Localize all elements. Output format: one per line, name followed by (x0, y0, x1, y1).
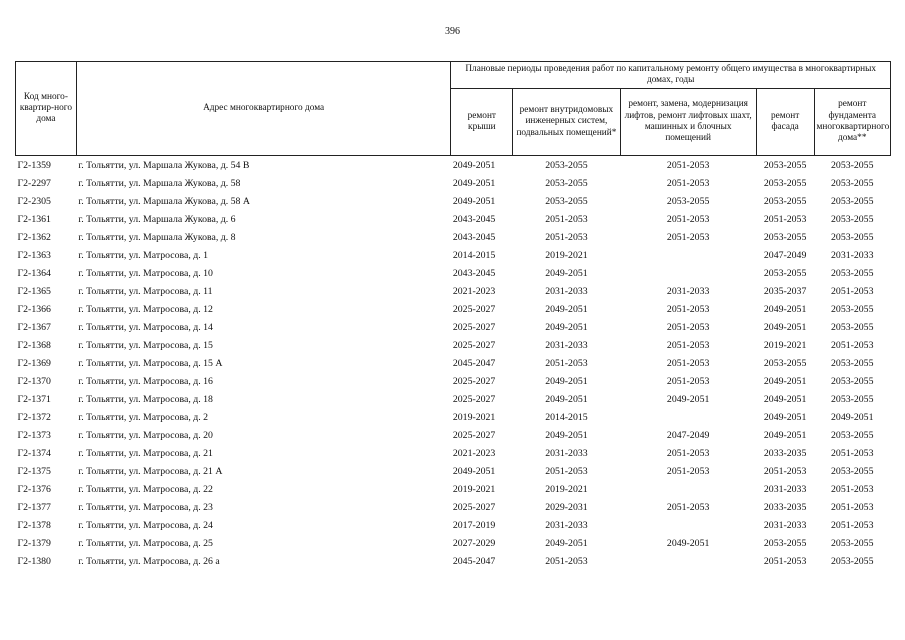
facade-period: 2047-2049 (763, 249, 807, 261)
roof-period: 2021-2023 (452, 285, 496, 297)
facade-period: 2053-2055 (763, 537, 807, 549)
facade-period: 2051-2053 (763, 465, 807, 477)
systems-period: 2053-2055 (513, 156, 620, 175)
header-foundation: ремонт фундамента многоквартирного дома** (814, 89, 890, 156)
roof-period: 2045-2047 (452, 555, 496, 567)
facade-period: 2053-2055 (763, 357, 807, 369)
roof-period: 2025-2027 (452, 393, 496, 405)
foundation-period: 2053-2055 (831, 195, 874, 207)
header-roof: ремонт крыши (451, 89, 513, 156)
systems-period: 2014-2015 (545, 411, 588, 423)
table-row (16, 498, 891, 516)
lifts-period: 2051-2053 (620, 156, 756, 175)
foundation-period: 2053-2055 (831, 393, 874, 405)
systems-period: 2049-2051 (545, 267, 588, 279)
roof-period: 2025-2027 (452, 375, 496, 387)
foundation-period: 2053-2055 (831, 375, 874, 387)
facade-period: 2033-2035 (763, 501, 807, 513)
table-row (16, 516, 891, 534)
facade-period: 2053-2055 (763, 231, 807, 243)
table-row (16, 156, 891, 175)
house-address: г. Тольятти, ул. Маршала Жукова, д. 58 (78, 177, 241, 189)
house-code: Г2-1374 (17, 447, 51, 459)
house-address: г. Тольятти, ул. Матросова, д. 25 (78, 537, 213, 549)
table-row (16, 228, 891, 246)
lifts-period: 2051-2053 (666, 321, 710, 333)
roof-period: 2049-2051 (452, 195, 496, 207)
roof-period: 2043-2045 (452, 213, 496, 225)
foundation-period: 2051-2053 (831, 483, 874, 495)
house-address: г. Тольятти, ул. Маршала Жукова, д. 6 (78, 213, 236, 225)
house-address: г. Тольятти, ул. Матросова, д. 20 (78, 429, 213, 441)
foundation-period: 2053-2055 (831, 231, 874, 243)
house-address: г. Тольятти, ул. Маршала Жукова, д. 54 В (76, 156, 451, 175)
roof-period: 2025-2027 (452, 339, 496, 351)
foundation-period: 2053-2055 (831, 321, 874, 333)
house-code: Г2-1376 (17, 483, 51, 495)
systems-period: 2049-2051 (545, 429, 588, 441)
table-row (16, 192, 891, 210)
lifts-period: 2053-2055 (666, 195, 710, 207)
table-row (16, 390, 891, 408)
table-row (16, 210, 891, 228)
house-address: г. Тольятти, ул. Матросова, д. 14 (78, 321, 213, 333)
house-code: Г2-1369 (17, 357, 51, 369)
table-row (16, 480, 891, 498)
roof-period: 2019-2021 (452, 411, 496, 423)
foundation-period: 2053-2055 (831, 537, 874, 549)
foundation-period: 2051-2053 (831, 447, 874, 459)
systems-period: 2049-2051 (545, 321, 588, 333)
facade-period: 2031-2033 (763, 519, 807, 531)
facade-period: 2053-2055 (763, 195, 807, 207)
lifts-period: 2049-2051 (666, 537, 710, 549)
foundation-period: 2051-2053 (831, 285, 874, 297)
facade-period: 2035-2037 (763, 285, 807, 297)
systems-period: 2019-2021 (545, 249, 588, 261)
systems-period: 2019-2021 (545, 483, 588, 495)
roof-period: 2027-2029 (452, 537, 496, 549)
roof-period: 2049-2051 (452, 177, 496, 189)
foundation-period: 2031-2033 (831, 249, 874, 261)
systems-period: 2049-2051 (545, 393, 588, 405)
house-code: Г2-1377 (17, 501, 51, 513)
systems-period: 2031-2033 (545, 447, 588, 459)
house-address: г. Тольятти, ул. Матросова, д. 1 (78, 249, 209, 261)
house-code: Г2-1366 (17, 303, 51, 315)
systems-period: 2031-2033 (545, 519, 588, 531)
lifts-period (620, 408, 756, 426)
header-group-title: Плановые периоды проведения работ по капитальному ремонту общего имущества в многоквартирных домах, годы (451, 62, 891, 89)
house-code: Г2-1379 (17, 537, 51, 549)
facade-period: 2053-2055 (763, 267, 807, 279)
house-address: г. Тольятти, ул. Матросова, д. 22 (78, 483, 213, 495)
header-address: Адрес многоквартирного дома (76, 62, 451, 156)
lifts-period: 2051-2053 (666, 375, 710, 387)
table-header (16, 62, 891, 156)
house-address: г. Тольятти, ул. Матросова, д. 16 (78, 375, 213, 387)
roof-period: 2049-2051 (451, 156, 513, 175)
table-row (16, 408, 891, 426)
systems-period: 2051-2053 (545, 231, 588, 243)
lifts-period: 2051-2053 (666, 357, 710, 369)
page-number: 396 (445, 26, 460, 37)
facade-period: 2033-2035 (763, 447, 807, 459)
lifts-period: 2051-2053 (666, 231, 710, 243)
header-code: Код много-квартир-ного дома (16, 62, 77, 156)
house-code: Г2-1359 (16, 156, 77, 175)
lifts-period: 2047-2049 (666, 429, 710, 441)
facade-period: 2019-2021 (763, 339, 807, 351)
systems-period: 2029-2031 (545, 501, 588, 513)
house-code: Г2-1380 (17, 555, 51, 567)
lifts-period (620, 480, 756, 498)
house-code: Г2-1368 (17, 339, 51, 351)
roof-period: 2019-2021 (452, 483, 496, 495)
systems-period: 2031-2033 (545, 285, 588, 297)
house-address: г. Тольятти, ул. Матросова, д. 12 (78, 303, 213, 315)
lifts-period: 2051-2053 (666, 501, 710, 513)
house-address: г. Тольятти, ул. Матросова, д. 21 А (78, 465, 223, 477)
house-address: г. Тольятти, ул. Маршала Жукова, д. 8 (78, 231, 236, 243)
capital-repair-table (15, 61, 891, 570)
lifts-period (620, 246, 756, 264)
house-address: г. Тольятти, ул. Матросова, д. 15 (78, 339, 213, 351)
facade-period: 2049-2051 (763, 303, 807, 315)
table-row (16, 534, 891, 552)
facade-period: 2049-2051 (763, 411, 807, 423)
house-address: г. Тольятти, ул. Матросова, д. 21 (78, 447, 213, 459)
house-address: г. Тольятти, ул. Матросова, д. 2 (78, 411, 209, 423)
lifts-period: 2051-2053 (666, 447, 710, 459)
house-code: Г2-1371 (17, 393, 51, 405)
lifts-period: 2051-2053 (666, 303, 710, 315)
systems-period: 2051-2053 (545, 357, 588, 369)
table-row (16, 552, 891, 570)
house-code: Г2-1378 (17, 519, 51, 531)
lifts-period (620, 552, 756, 570)
table-row (16, 174, 891, 192)
house-code: Г2-1367 (17, 321, 51, 333)
facade-period: 2049-2051 (763, 429, 807, 441)
facade-period: 2031-2033 (763, 483, 807, 495)
foundation-period: 2053-2055 (831, 429, 874, 441)
table-row (16, 354, 891, 372)
house-address: г. Тольятти, ул. Матросова, д. 23 (78, 501, 213, 513)
facade-period: 2049-2051 (763, 393, 807, 405)
roof-period: 2021-2023 (452, 447, 496, 459)
roof-period: 2043-2045 (452, 231, 496, 243)
lifts-period (620, 516, 756, 534)
table-row (16, 336, 891, 354)
house-address: г. Тольятти, ул. Матросова, д. 26 а (78, 555, 220, 567)
roof-period: 2025-2027 (452, 429, 496, 441)
foundation-period: 2053-2055 (831, 213, 874, 225)
facade-period: 2049-2051 (763, 375, 807, 387)
lifts-period: 2049-2051 (666, 393, 710, 405)
header-facade: ремонт фасада (756, 89, 814, 156)
systems-period: 2051-2053 (545, 555, 588, 567)
house-code: Г2-1363 (17, 249, 51, 261)
facade-period: 2049-2051 (763, 321, 807, 333)
roof-period: 2045-2047 (452, 357, 496, 369)
house-address: г. Тольятти, ул. Матросова, д. 24 (78, 519, 213, 531)
house-code: Г2-1364 (17, 267, 51, 279)
facade-period: 2051-2053 (763, 555, 807, 567)
foundation-period: 2049-2051 (831, 411, 874, 423)
table-body (16, 156, 891, 571)
systems-period: 2031-2033 (545, 339, 588, 351)
table-row (16, 282, 891, 300)
foundation-period: 2053-2055 (831, 303, 874, 315)
house-address: г. Тольятти, ул. Матросова, д. 15 А (78, 357, 223, 369)
table-row (16, 444, 891, 462)
house-address: г. Тольятти, ул. Матросова, д. 10 (78, 267, 213, 279)
systems-period: 2053-2055 (545, 195, 588, 207)
lifts-period: 2031-2033 (666, 285, 710, 297)
roof-period: 2025-2027 (452, 303, 496, 315)
table-row (16, 246, 891, 264)
house-address: г. Тольятти, ул. Маршала Жукова, д. 58 А (78, 195, 250, 207)
lifts-period: 2051-2053 (666, 177, 710, 189)
foundation-period: 2051-2053 (831, 339, 874, 351)
lifts-period: 2051-2053 (666, 213, 710, 225)
roof-period: 2049-2051 (452, 465, 496, 477)
house-code: Г2-2305 (17, 195, 51, 207)
house-address: г. Тольятти, ул. Матросова, д. 11 (78, 285, 213, 297)
foundation-period: 2053-2055 (831, 465, 874, 477)
foundation-period: 2053-2055 (831, 267, 874, 279)
house-code: Г2-1361 (17, 213, 51, 225)
house-code: Г2-1373 (17, 429, 51, 441)
systems-period: 2051-2053 (545, 213, 588, 225)
foundation-period: 2053-2055 (831, 177, 874, 189)
table-row (16, 300, 891, 318)
systems-period: 2049-2051 (545, 375, 588, 387)
house-code: Г2-1370 (17, 375, 51, 387)
header-lifts: ремонт, замена, модернизация лифтов, ремонт лифтовых шахт, машинных и блочных помещений (620, 89, 756, 156)
house-code: Г2-1362 (17, 231, 51, 243)
table-row (16, 462, 891, 480)
systems-period: 2053-2055 (545, 177, 588, 189)
facade-period: 2053-2055 (756, 156, 814, 175)
foundation-period: 2053-2055 (814, 156, 890, 175)
roof-period: 2017-2019 (452, 519, 496, 531)
roof-period: 2025-2027 (452, 321, 496, 333)
systems-period: 2049-2051 (545, 537, 588, 549)
header-systems: ремонт внутридомовых инженерных систем, подвальных помещений* (513, 89, 620, 156)
systems-period: 2049-2051 (545, 303, 588, 315)
facade-period: 2053-2055 (763, 177, 807, 189)
roof-period: 2025-2027 (452, 501, 496, 513)
systems-period: 2051-2053 (545, 465, 588, 477)
foundation-period: 2053-2055 (831, 357, 874, 369)
lifts-period: 2051-2053 (666, 339, 710, 351)
table-row (16, 426, 891, 444)
house-address: г. Тольятти, ул. Матросова, д. 18 (78, 393, 213, 405)
lifts-period: 2051-2053 (666, 465, 710, 477)
house-code: Г2-2297 (17, 177, 51, 189)
house-code: Г2-1372 (17, 411, 51, 423)
table-row (16, 372, 891, 390)
table-row (16, 264, 891, 282)
house-code: Г2-1365 (17, 285, 51, 297)
house-code: Г2-1375 (17, 465, 51, 477)
roof-period: 2043-2045 (452, 267, 496, 279)
facade-period: 2051-2053 (763, 213, 807, 225)
foundation-period: 2053-2055 (831, 555, 874, 567)
lifts-period (620, 264, 756, 282)
foundation-period: 2051-2053 (831, 519, 874, 531)
roof-period: 2014-2015 (452, 249, 496, 261)
foundation-period: 2051-2053 (831, 501, 874, 513)
table-row (16, 318, 891, 336)
